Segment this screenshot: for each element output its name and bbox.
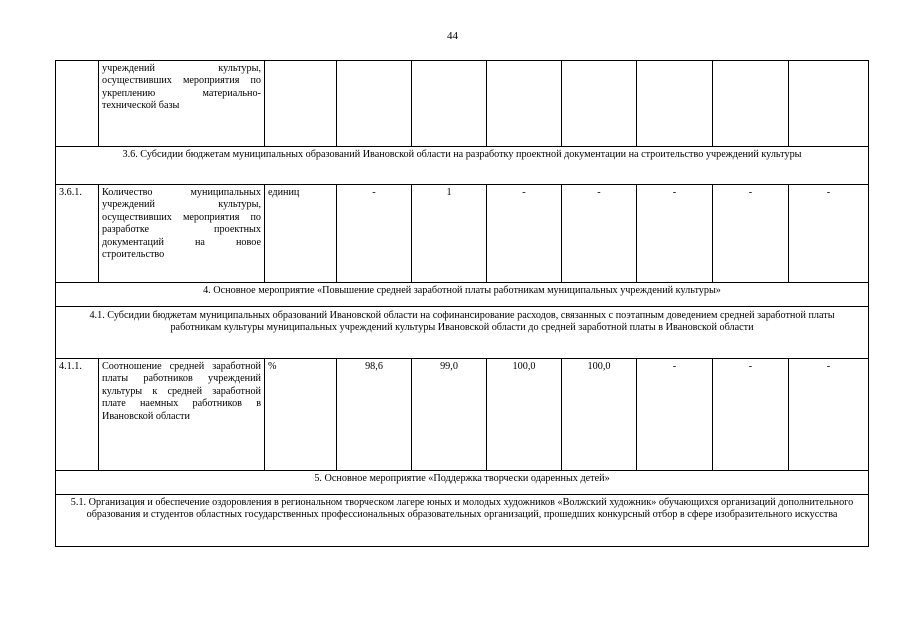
value-cell: - <box>487 185 562 283</box>
value-cell <box>337 61 412 147</box>
section-row <box>56 307 869 359</box>
value-cell: - <box>637 185 713 283</box>
table-row <box>56 359 869 471</box>
value-cell: - <box>789 359 869 471</box>
section-heading: 3.6. Субсидии бюджетам муниципальных образований Ивановской области на разработку проектной документации на строительство учреждений культуры <box>56 147 869 185</box>
value-cell <box>487 61 562 147</box>
section-row <box>56 147 869 185</box>
section-heading: 4. Основное мероприятие «Повышение средней заработной платы работникам муниципальных учреждений культуры» <box>56 283 869 307</box>
unit-cell <box>265 61 337 147</box>
value-cell: 1 <box>412 185 487 283</box>
value-cell: - <box>637 359 713 471</box>
table-row <box>56 61 869 147</box>
value-cell: 100,0 <box>562 359 637 471</box>
table-row <box>56 185 869 283</box>
indicator-name: Соотношение средней заработной платы работников учреждений культуры к средней заработной плате наемных работников в Ивановской области <box>99 359 265 471</box>
unit-cell: % <box>265 359 337 471</box>
value-cell <box>789 61 869 147</box>
row-number <box>56 61 99 147</box>
value-cell <box>637 61 713 147</box>
section-row <box>56 283 869 307</box>
value-cell: 98,6 <box>337 359 412 471</box>
indicators-table <box>55 60 869 547</box>
section-heading: 4.1. Субсидии бюджетам муниципальных образований Ивановской области на софинансирование расходов, связанных с поэтапным доведением средней заработной платы работникам культуры муниципальных учреждений культуры Ивановской области до средней заработной платы в Ивановской области <box>56 307 869 359</box>
value-cell: - <box>713 359 789 471</box>
value-cell: - <box>789 185 869 283</box>
value-cell: - <box>337 185 412 283</box>
value-cell: - <box>562 185 637 283</box>
value-cell: 99,0 <box>412 359 487 471</box>
row-number: 4.1.1. <box>56 359 99 471</box>
page-number: 44 <box>447 30 458 42</box>
unit-cell: единиц <box>265 185 337 283</box>
indicator-name: учреждений культуры, осуществивших мероприятия по укреплению материально-технической базы <box>99 61 265 147</box>
section-heading: 5.1. Организация и обеспечение оздоровления в региональном творческом лагере юных и молодых художников «Волжский художник» обучающихся организаций дополнительного образования и студентов областных государственных профессиональных образовательных организаций, прошедших конкурсный отбор в сфере изобразительного искусства <box>56 495 869 547</box>
section-row <box>56 471 869 495</box>
section-heading: 5. Основное мероприятие «Поддержка творчески одаренных детей» <box>56 471 869 495</box>
value-cell <box>713 61 789 147</box>
row-number: 3.6.1. <box>56 185 99 283</box>
value-cell: 100,0 <box>487 359 562 471</box>
value-cell <box>562 61 637 147</box>
section-row <box>56 495 869 547</box>
value-cell <box>412 61 487 147</box>
value-cell: - <box>713 185 789 283</box>
indicator-name: Количество муниципальных учреждений культуры, осуществивших мероприятия по разработке проектных документаций на новое строительство <box>99 185 265 283</box>
